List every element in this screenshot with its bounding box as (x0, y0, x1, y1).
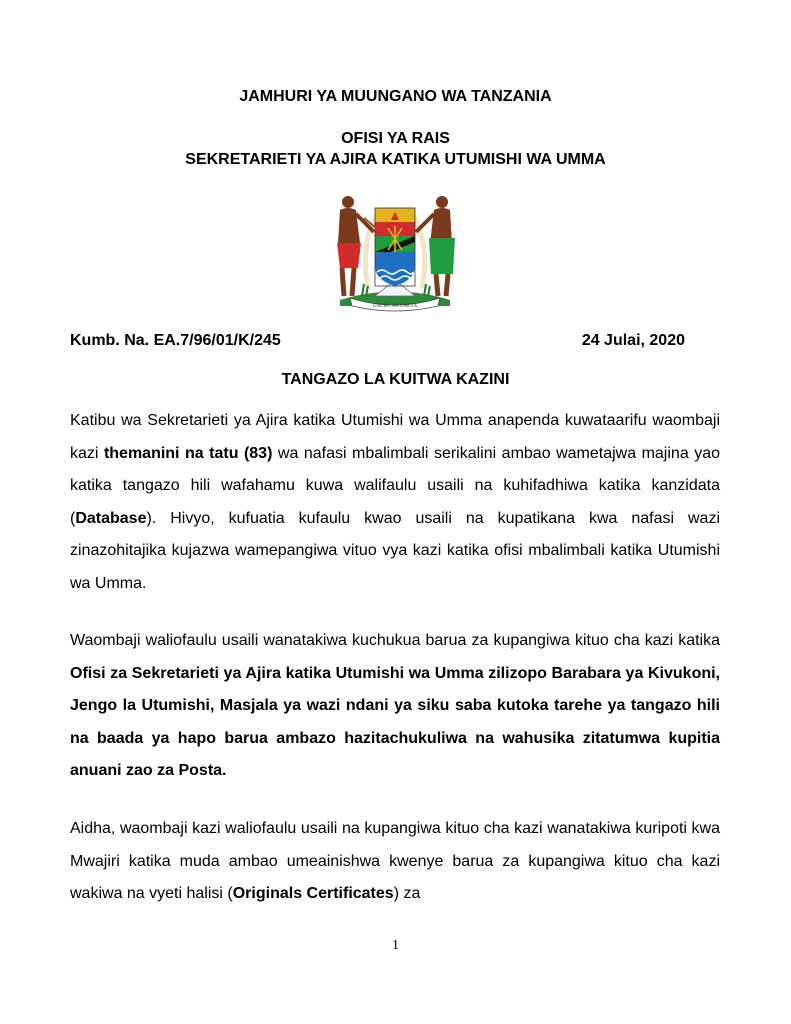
paragraph-3-bold-a: Originals Certificates (232, 885, 394, 902)
shield (375, 208, 415, 286)
plant-right (424, 284, 430, 296)
announcement-title: TANGAZO LA KUITWA KAZINI (281, 371, 510, 388)
page-number: 1 (392, 938, 399, 953)
paragraph-2 (70, 625, 720, 788)
header-republic: JAMHURI YA MUUNGANO WA TANZANIA (239, 88, 552, 105)
header-secretariat: SEKRETARIETI YA AJIRA KATIKA UTUMISHI WA UMMA (185, 151, 606, 168)
left-figure (337, 196, 376, 296)
paragraph-2-text-a: Waombaji waliofaulu usaili wanatakiwa kuchukua barua za kupangiwa kituo cha kazi katika (70, 632, 720, 649)
paragraph-1-bold-b: Database (75, 509, 147, 527)
paragraph-1-text-c: ). Hivyo, kufuatia kufaulu kwao usaili na kupatikana kwa nafasi wazi zinazohitajika kujazwa wamepangiwa vituo vya kazi katika ofisi mbalimbali katika Utumishi wa Umma. (70, 509, 720, 592)
tanzania-coat-of-arms-icon (320, 188, 470, 313)
reference-date: 24 Julai, 2020 (581, 332, 685, 349)
paragraph-1-bold-a: themanini na tatu (83) (103, 444, 273, 462)
paragraph-1-text-b: wa nafasi mbalimbali serikalini ambao wametajwa majina yao katika tangazo hili wafahamu kuwa walifaulu usaili na kuhifadhiwa katika kanzidata ( (70, 444, 720, 527)
paragraph-3-text-a: Aidha, waombaji kazi waliofaulu usaili na kupangiwa kituo cha kazi wanatakiwa kuripoti kwa Mwajiri katika muda ambao umeainishwa kwenye barua za kupangiwa kituo cha kazi wakiwa na vyeti halisi ( (70, 820, 720, 902)
paragraph-1-text-a: Katibu wa Sekretarieti ya Ajira katika Utumishi wa Umma anapenda kuwataarifu waombaji kazi (70, 412, 720, 462)
motto-text: UHURU NA UMOJA (372, 304, 418, 309)
header-office: OFISI YA RAIS (341, 130, 450, 147)
paragraph-2-bold-a: Ofisi za Sekretarieti ya Ajira katika Utumishi wa Umma zilizopo Barabara ya Kivukoni, Jengo la Utumishi, Masjala ya wazi ndani ya siku saba kutoka tarehe ya tangazo hili na baada ya hapo barua ambazo hazitachukuliwa na wahusika zitatumwa kupitia anuani zao za Posta. (70, 664, 720, 779)
paragraph-3 (70, 813, 720, 911)
reference-number: Kumb. Na. EA.7/96/01/K/245 (70, 332, 281, 349)
paragraph-1 (70, 405, 720, 600)
paragraph-3-text-b: ) za (393, 885, 421, 902)
